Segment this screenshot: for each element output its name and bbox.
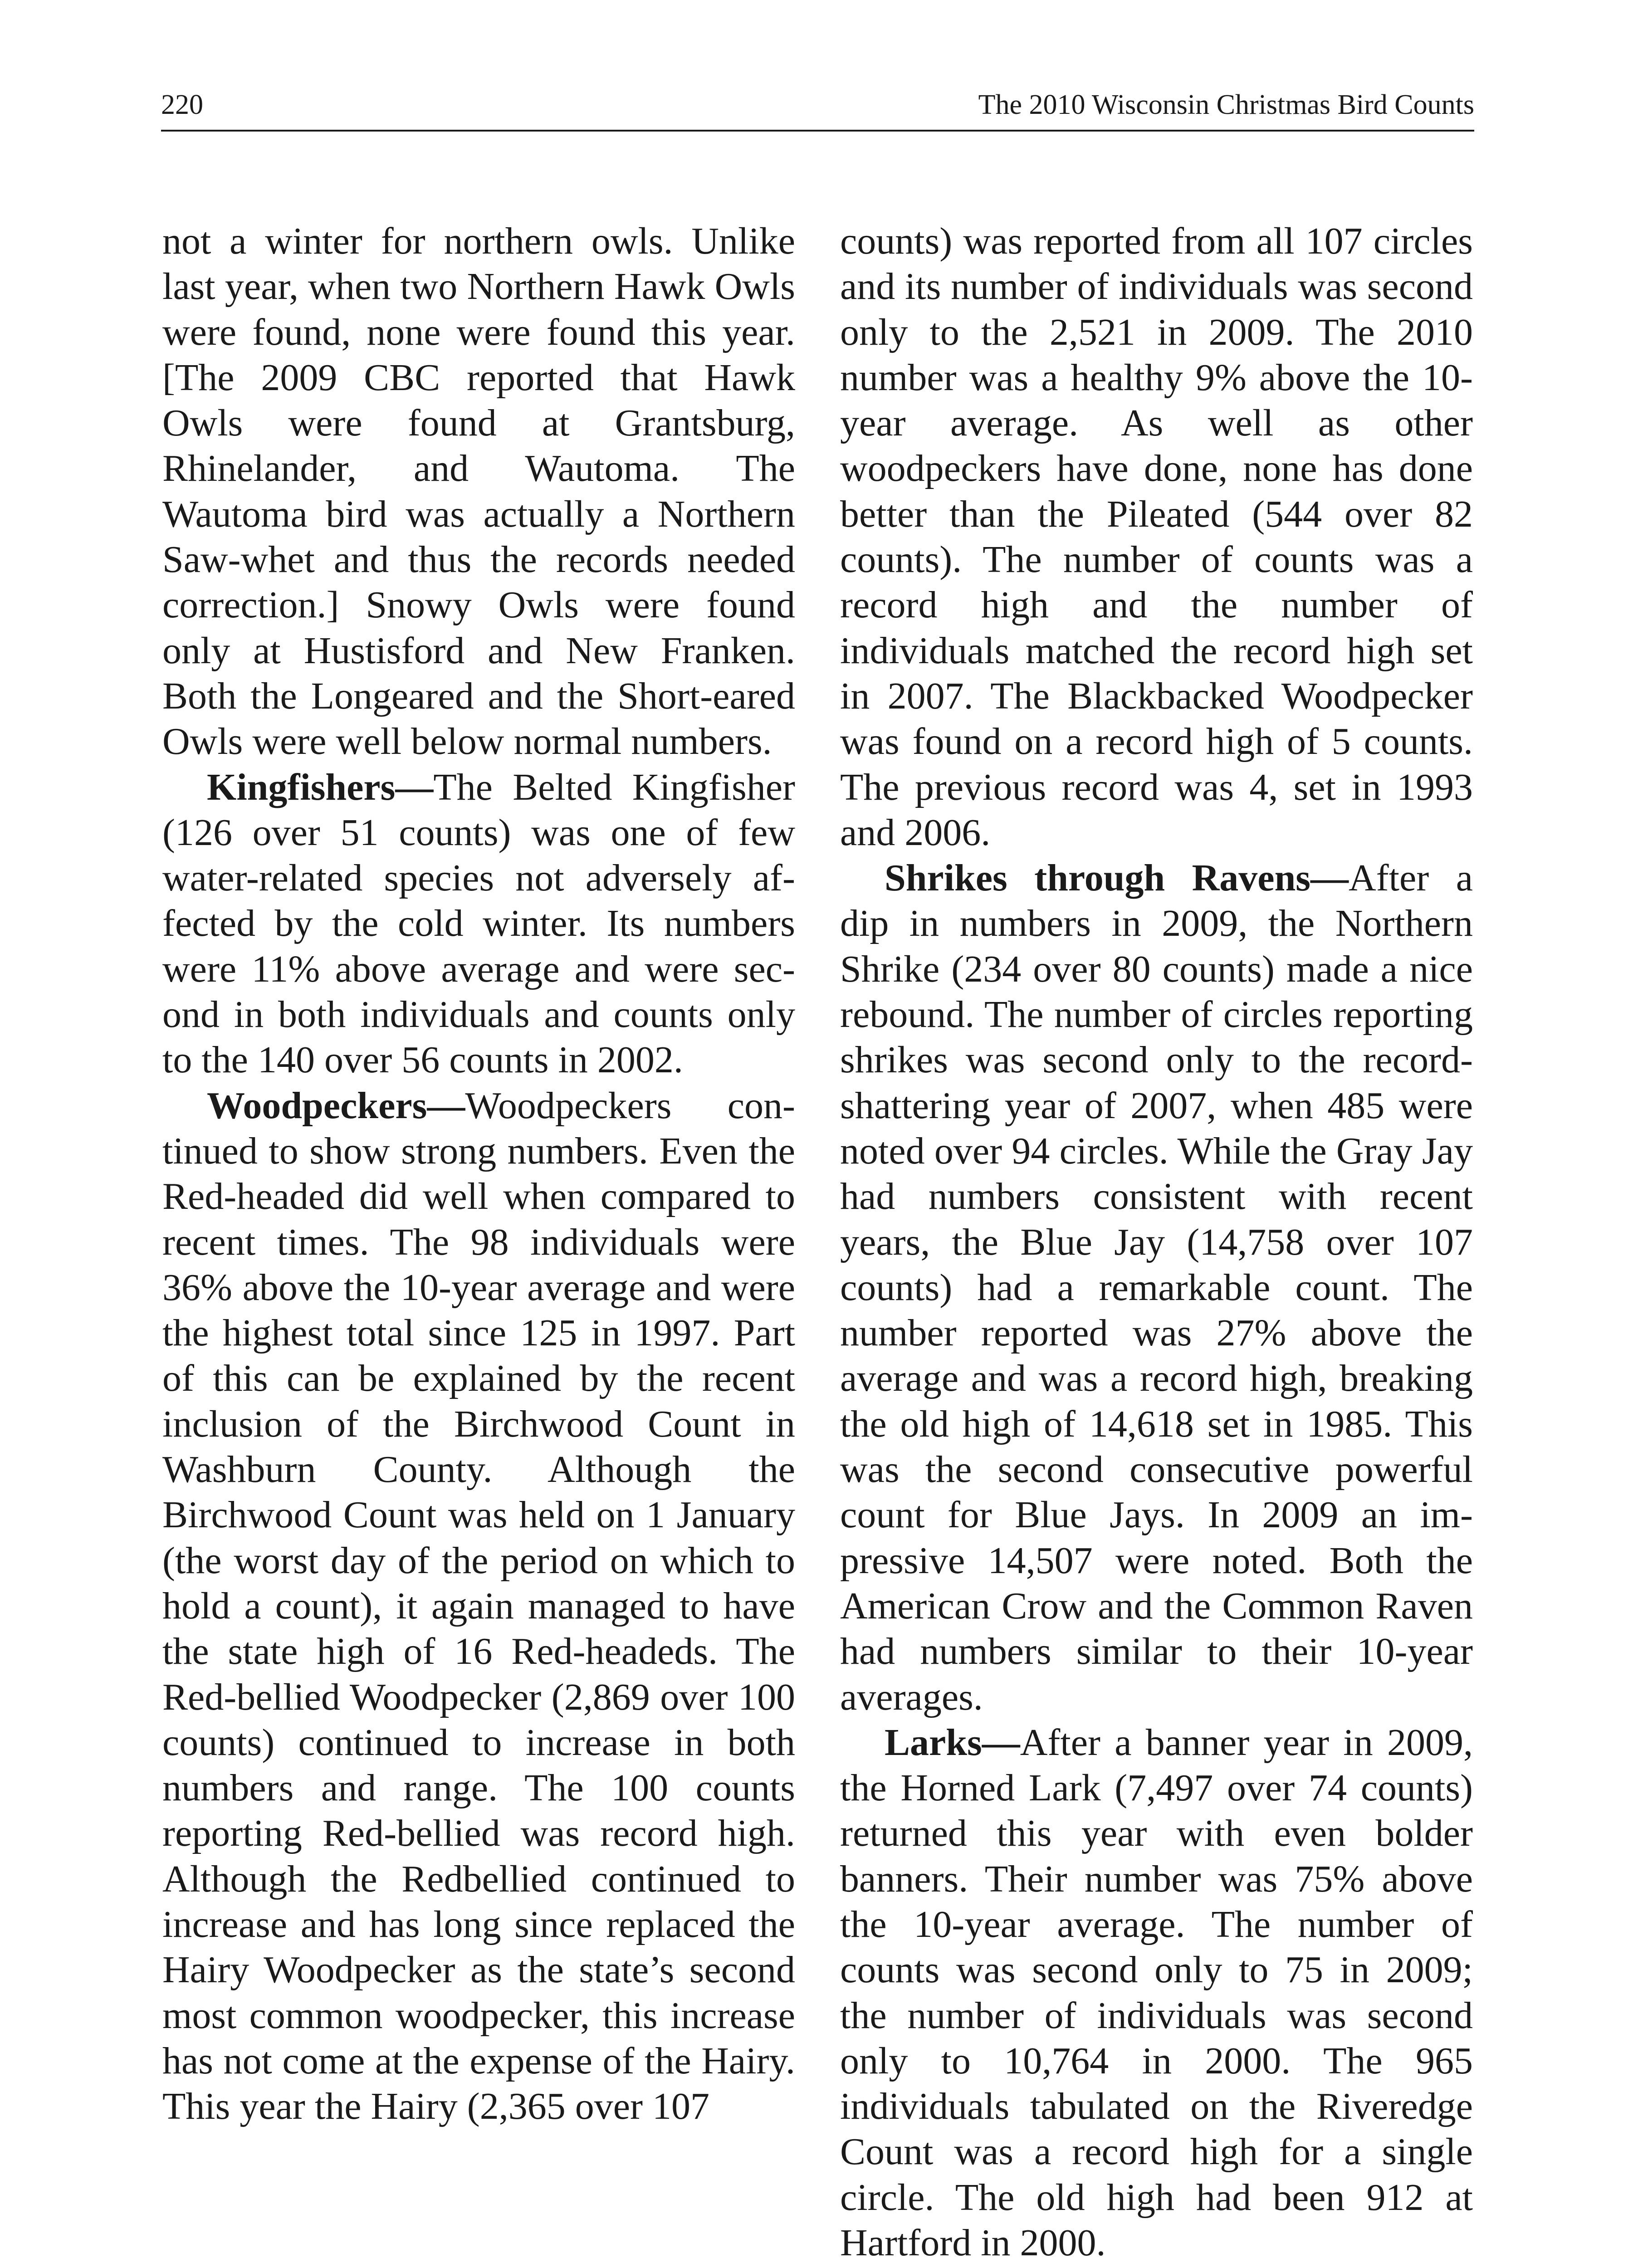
left-column <box>162 219 795 2129</box>
paragraph-woodpeckers-continued: counts) was reported from all 107 circles and its number of individuals was second only to the 2,521 in 2009. The 2010 number was a healthy 9% above the 10-year average. As well as other woodpeckers have done, none has done better than the Pileated (544 over 82 counts). The number of counts was a record high and the number of individuals matched the record high set in 2007. The Blackbacked Woodpecker was found on a record high of 5 counts. The previous record was 4, set in 1993 and 2006. <box>840 220 1473 854</box>
paragraph-body-kingfishers: The Belted Kingfisher (126 over 51 counts) was one of few water-related species not adversely affected by the cold winter. Its numbers were 11% above average and were second in both individuals and counts only to the 140 over 56 counts in 2002. <box>162 766 795 1081</box>
section-heading-kingfishers: Kingfishers— <box>207 766 434 808</box>
paragraph-body-woodpeckers: Woodpeckers continued to show strong numbers. Even the Red-headed did well when compared to recent times. The 98 individuals were 36% above the 10-year average and were the highest total since 125 in 1997. Part of this can be explained by the recent inclusion of the Birchwood Count in Washburn County. Although the Birchwood Count was held on 1 January (the worst day of the period on which to hold a count), it again managed to have the state high of 16 Red-headeds. The Red-bellied Woodpecker (2,869 over 100 counts) continued to increase in both numbers and range. The 100 counts reporting Red-bellied was record high. Although the Redbellied continued to increase and has long since replaced the Hairy Woodpecker as the state’s second most common woodpecker, this increase has not come at the expense of the Hairy. This year the Hairy (2,365 over 107 <box>162 1084 795 2128</box>
paragraph-larks <box>840 1720 1473 2266</box>
running-title: The 2010 Wisconsin Christmas Bird Counts <box>978 89 1474 120</box>
section-heading-shrikes-ravens: Shrikes through Ravens— <box>885 857 1349 899</box>
page-number: 220 <box>161 89 203 120</box>
paragraph-shrikes-ravens <box>840 855 1473 1720</box>
paragraph-body-larks: After a banner year in 2009, the Horned Lark (7,497 over 74 counts) returned this year with even bolder banners. Their number was 75% above the 10-year average. The number of counts was second only to 75 in 2009; the number of individuals was second only to 10,764 in 2000. The 965 individuals tabulated on the Riveredge Count was a record high for a single circle. The old high had been 912 at Hartford in 2000. <box>840 1721 1473 2264</box>
section-heading-woodpeckers: Woodpeckers— <box>207 1084 465 1127</box>
paragraph-body-shrikes-ravens: After a dip in numbers in 2009, the Northern Shrike (234 over 80 counts) made a nice rebound. The number of circles reporting shrikes was second only to the record-shattering year of 2007, when 485 were noted over 94 circles. While the Gray Jay had numbers consistent with recent years, the Blue Jay (14,758 over 107 counts) had a remarkable count. The number reported was 27% above the average and was a record high, breaking the old high of 14,618 set in 1985. This was the second consecutive powerful count for Blue Jays. In 2009 an impressive 14,507 were noted. Both the American Crow and the Common Raven had numbers similar to their 10-year averages. <box>840 857 1473 1718</box>
paragraph-owls-continued: not a winter for northern owls. Unlike last year, when two Northern Hawk Owls were found, none were found this year. [The 2009 CBC reported that Hawk Owls were found at Grantsburg, Rhinelander, and Wautoma. The Wautoma bird was actually a Northern Saw-whet and thus the records needed correction.] Snowy Owls were found only at Hustisford and New Franken. Both the Longeared and the Short-eared Owls were well below normal numbers. <box>162 220 795 763</box>
paragraph-woodpeckers <box>162 1083 795 2130</box>
paragraph-kingfishers <box>162 765 795 1083</box>
section-heading-larks: Larks— <box>885 1721 1020 1764</box>
page-header <box>161 80 1474 132</box>
right-column <box>840 219 1473 2266</box>
